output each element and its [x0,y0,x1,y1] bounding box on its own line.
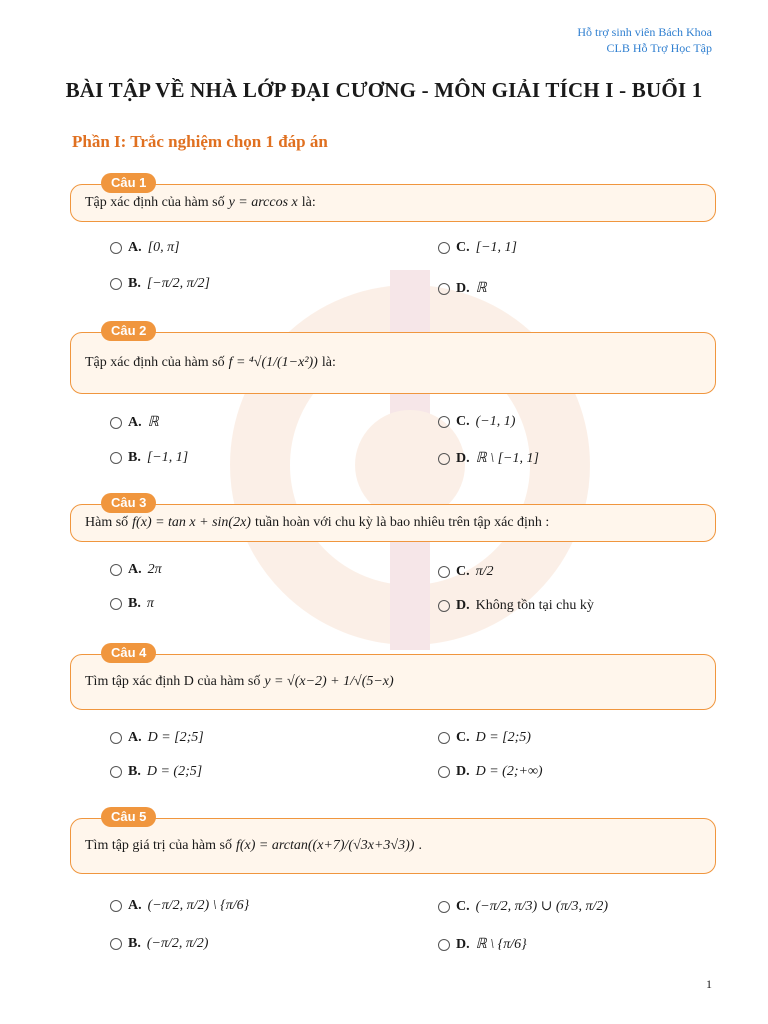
document-title: BÀI TẬP VỀ NHÀ LỚP ĐẠI CƯƠNG - MÔN GIẢI TÍCH I - BUỔI 1 [65,78,703,102]
question-prefix: Tìm tập giá trị của hàm số [85,838,232,853]
part-title: Phần I: Trắc nghiệm chọn 1 đáp án [72,132,328,151]
question-prefix: Tìm tập xác định D của hàm số [85,674,261,689]
radio-icon[interactable] [438,566,450,578]
question-tag: Câu 4 [101,643,156,663]
radio-icon[interactable] [110,766,122,778]
question-tag: Câu 3 [101,493,156,513]
question-formula: f(x) = tan x + sin(2x) [132,515,251,530]
page-number: 1 [706,977,712,991]
radio-icon[interactable] [110,452,122,464]
question-3 [70,495,716,622]
question-suffix: . [418,838,422,853]
radio-icon[interactable] [438,453,450,465]
answer-d[interactable]: D. ℝ [438,280,487,297]
question-formula: f(x) = arctan((x+7)/(√3x+3√3)) [235,838,415,853]
radio-icon[interactable] [438,283,450,295]
question-2 [70,323,716,466]
radio-icon[interactable] [110,564,122,576]
answer-c[interactable]: C. (−π/2, π/3) ∪ (π/3, π/2) [438,898,608,915]
answer-d[interactable]: D. ℝ \ [−1, 1] [438,450,539,467]
question-prefix: Hàm số [85,515,129,530]
answer-c[interactable]: C. D = [2;5) [438,730,531,746]
question-text [85,838,422,854]
answer-a[interactable]: A. D = [2;5] [110,730,204,746]
answer-b[interactable]: B. (−π/2, π/2) [110,936,208,952]
question-4 [70,645,716,790]
radio-icon[interactable] [110,900,122,912]
question-formula: f = ⁴√(1/(1−x²)) [228,355,318,370]
question-formula: y = √(x−2) + 1/√(5−x) [264,674,394,689]
club-line-2: CLB Hỗ Trợ Học Tập [606,41,712,55]
question-text [85,515,549,531]
question-suffix: là: [321,355,336,370]
question-suffix: là: [301,195,316,210]
radio-icon[interactable] [110,242,122,254]
question-prefix: Tập xác định của hàm số [85,355,225,370]
answer-a[interactable]: A. (−π/2, π/2) \ {π/6} [110,898,249,914]
question-tag: Câu 2 [101,321,156,341]
question-1 [70,175,716,302]
question-5 [70,809,716,964]
radio-icon[interactable] [110,278,122,290]
answer-d[interactable]: D. Không tồn tại chu kỳ [438,598,594,614]
radio-icon[interactable] [438,600,450,612]
answer-a[interactable]: A. ℝ [110,414,159,431]
answer-a[interactable]: A. [0, π] [110,240,180,256]
question-prefix: Tập xác định của hàm số [85,195,225,210]
question-text [85,195,316,211]
answer-b[interactable]: B. D = (2;5] [110,764,202,780]
answer-c[interactable]: C. [−1, 1] [438,240,517,256]
question-box [70,809,716,874]
radio-icon[interactable] [110,598,122,610]
radio-icon[interactable] [438,416,450,428]
question-text [85,674,398,690]
question-box [70,175,716,222]
radio-icon[interactable] [110,417,122,429]
answer-d[interactable]: D. ℝ \ {π/6} [438,936,527,953]
radio-icon[interactable] [110,938,122,950]
question-box [70,645,716,710]
radio-icon[interactable] [110,732,122,744]
answer-a[interactable]: A. 2π [110,562,162,578]
answer-c[interactable]: C. π/2 [438,564,494,580]
answer-c[interactable]: C. (−1, 1) [438,414,515,430]
question-tag: Câu 5 [101,807,156,827]
answer-b[interactable]: B. [−π/2, π/2] [110,276,210,292]
question-box [70,323,716,394]
question-formula: y = arccos x [228,195,298,210]
radio-icon[interactable] [438,939,450,951]
question-box [70,495,716,542]
question-text [85,355,336,371]
question-tag: Câu 1 [101,173,156,193]
radio-icon[interactable] [438,242,450,254]
radio-icon[interactable] [438,766,450,778]
answer-d[interactable]: D. D = (2;+∞) [438,764,543,780]
answer-b[interactable]: B. π [110,596,154,612]
answer-b[interactable]: B. [−1, 1] [110,450,188,466]
club-line-1: Hỗ trợ sinh viên Bách Khoa [577,25,712,39]
club-header [577,24,712,56]
radio-icon[interactable] [438,901,450,913]
radio-icon[interactable] [438,732,450,744]
question-suffix: tuần hoàn với chu kỳ là bao nhiêu trên tập xác định : [254,515,550,530]
